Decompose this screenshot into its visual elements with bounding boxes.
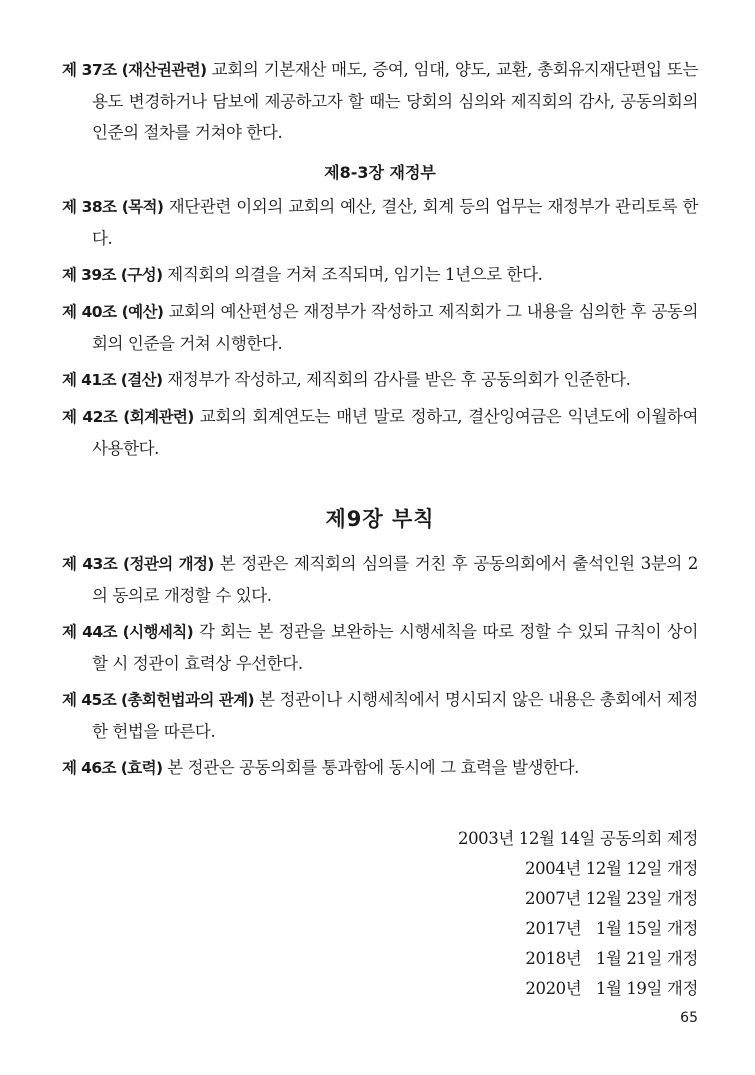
article-39 xyxy=(62,259,698,291)
article-heading: 제 45조 (총회헌법과의 관계) xyxy=(62,691,254,709)
article-text: 재정부가 작성하고, 제직회의 감사를 받은 후 공동의회가 인준한다. xyxy=(162,370,631,389)
article-heading: 제 42조 (회계관련) xyxy=(62,408,194,426)
article-text: 본 정관이나 시행세칙에서 명시되지 않은 내용은 총회에서 제정한 헌법을 따른다. xyxy=(92,690,698,741)
history-line: 2018년 1월 21일 개정 xyxy=(525,949,698,968)
article-43 xyxy=(62,548,698,611)
article-text: 교회의 회계연도는 매년 말로 정하고, 결산잉여금은 익년도에 이월하여 사용한다. xyxy=(92,407,698,458)
document-page xyxy=(62,54,698,1004)
article-40 xyxy=(62,296,698,359)
article-text: 재단관련 이외의 교회의 예산, 결산, 회계 등의 업무는 재정부가 관리토록 한다. xyxy=(92,197,698,248)
article-heading: 제 43조 (정관의 개정) xyxy=(62,555,214,573)
article-38 xyxy=(62,191,698,254)
article-heading: 제 46조 (효력) xyxy=(62,759,163,777)
article-heading: 제 44조 (시행세칙) xyxy=(62,623,194,641)
article-text: 본 정관은 공동의회를 통과함에 동시에 그 효력을 발생한다. xyxy=(162,758,579,777)
page-number: 65 xyxy=(680,1010,698,1026)
article-heading: 제 40조 (예산) xyxy=(62,303,164,321)
history-line: 2003년 12월 14일 공동의회 제정 xyxy=(457,829,698,848)
article-41 xyxy=(62,364,698,396)
article-44 xyxy=(62,616,698,679)
history-line: 2017년 1월 15일 개정 xyxy=(525,919,698,938)
article-heading: 제 39조 (구성) xyxy=(62,266,163,284)
article-37 xyxy=(62,54,698,148)
article-text: 교회의 예산편성은 재정부가 작성하고 제직회가 그 내용을 심의한 후 공동의회의 인준을 거쳐 시행한다. xyxy=(92,302,698,353)
article-text: 교회의 기본재산 매도, 증여, 임대, 양도, 교환, 총회유지재단편입 또는 용도 변경하거나 담보에 제공하고자 할 때는 당회의 심의와 제직회의 감사, 공동의회의 인준의 절차를 거쳐야 한다. xyxy=(92,60,698,142)
chapter-title: 제9장 부칙 xyxy=(325,507,435,531)
revision-history xyxy=(62,824,698,1004)
article-46 xyxy=(62,752,698,784)
article-text: 본 정관은 제직회의 심의를 거친 후 공동의회에서 출석인원 3분의 2의 동의로 개정할 수 있다. xyxy=(92,554,698,605)
article-text: 각 회는 본 정관을 보완하는 시행세칙을 따로 정할 수 있되 규칙이 상이할 시 정관이 효력상 우선한다. xyxy=(92,622,699,673)
article-heading: 제 41조 (결산) xyxy=(62,371,163,389)
article-heading: 제 38조 (목적) xyxy=(62,198,164,216)
history-line: 2004년 12월 12일 개정 xyxy=(524,859,698,878)
history-line: 2007년 12월 23일 개정 xyxy=(524,889,698,908)
article-45 xyxy=(62,684,698,747)
article-heading: 제 37조 (재산권관련) xyxy=(62,61,207,79)
history-line: 2020년 1월 19일 개정 xyxy=(525,979,698,998)
article-text: 제직회의 의결을 거쳐 조직되며, 임기는 1년으로 한다. xyxy=(162,265,543,284)
article-42 xyxy=(62,401,698,464)
section-title: 제8-3장 재정부 xyxy=(324,163,436,182)
